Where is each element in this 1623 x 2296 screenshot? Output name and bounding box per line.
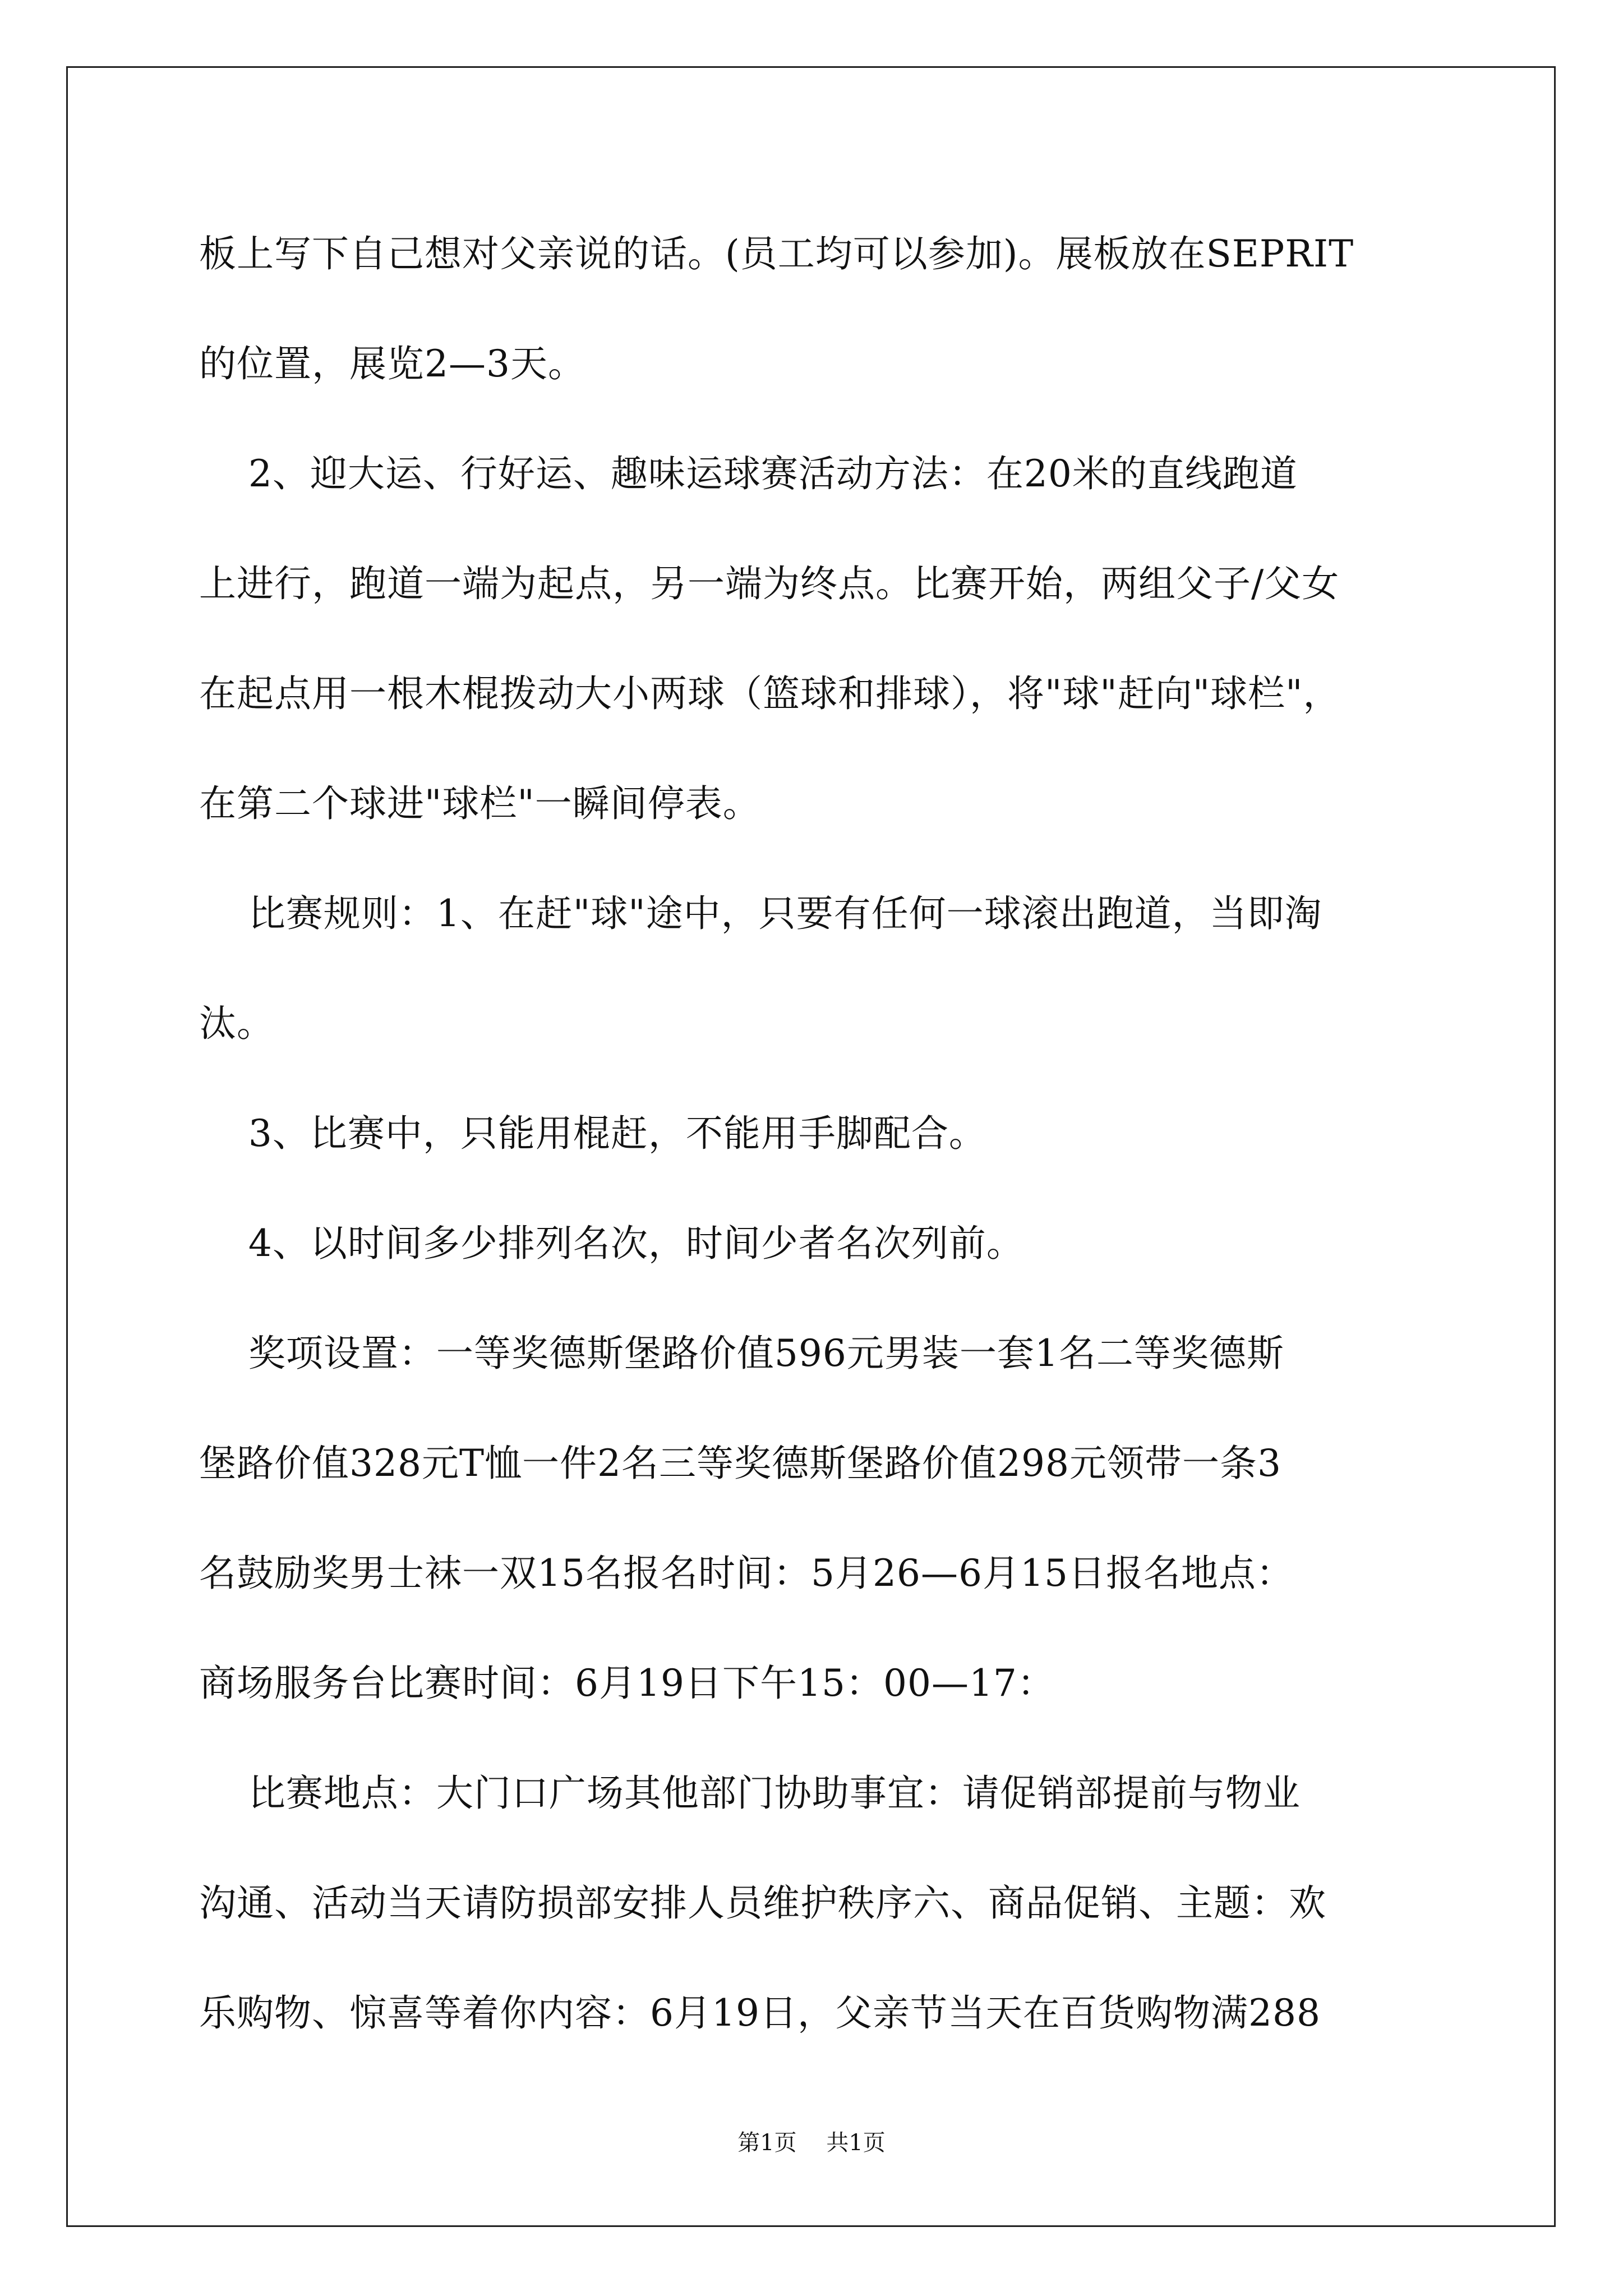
text-line: 在起点用一根木棍拨动大小两球（篮球和排球），将"球"赶向"球栏"， [199,672,1341,715]
text-line: 名鼓励奖男士袜一双15名报名时间：5月26—6月15日报名地点： [199,1552,1294,1595]
text-line: 4、以时间多少排列名次，时间少者名次列前。 [199,1222,1024,1265]
text-line: 堡路价值328元T恤一件2名三等奖德斯堡路价值298元领带一条3 [199,1442,1281,1485]
document-body [199,199,1433,2068]
text-line: 奖项设置：一等奖德斯堡路价值596元男装一套1名二等奖德斯 [199,1332,1284,1375]
text-line: 汰。 [199,1002,274,1045]
page-total: 共1页 [826,2130,886,2156]
text-line: 2、迎大运、行好运、趣味运球赛活动方法：在20米的直线跑道 [199,452,1298,495]
text-line: 乐购物、惊喜等着你内容：6月19日，父亲节当天在百货购物满288 [199,1991,1321,2035]
text-line: 上进行，跑道一端为起点，另一端为终点。比赛开始，两组父子/父女 [199,562,1340,605]
text-line: 商场服务台比赛时间：6月19日下午15：00—17： [199,1662,1055,1705]
text-line: 3、比赛中，只能用棍赶，不能用手脚配合。 [199,1112,986,1155]
text-line: 比赛地点：大门口广场其他部门协助事宜：请促销部提前与物业 [199,1772,1301,1815]
page-number: 第1页 [737,2130,797,2156]
text-line: 沟通、活动当天请防损部安排人员维护秩序六、商品促销、主题：欢 [199,1881,1326,1925]
page-footer [0,2126,1623,2160]
text-line: 板上写下自己想对父亲说的话。(员工均可以参加)。展板放在SEPRIT [199,232,1354,275]
text-line: 的位置，展览2—3天。 [199,342,585,385]
text-line: 在第二个球进"球栏"一瞬间停表。 [199,782,760,825]
text-line: 比赛规则：1、在赶"球"途中，只要有任何一球滚出跑道，当即淘 [199,892,1322,935]
